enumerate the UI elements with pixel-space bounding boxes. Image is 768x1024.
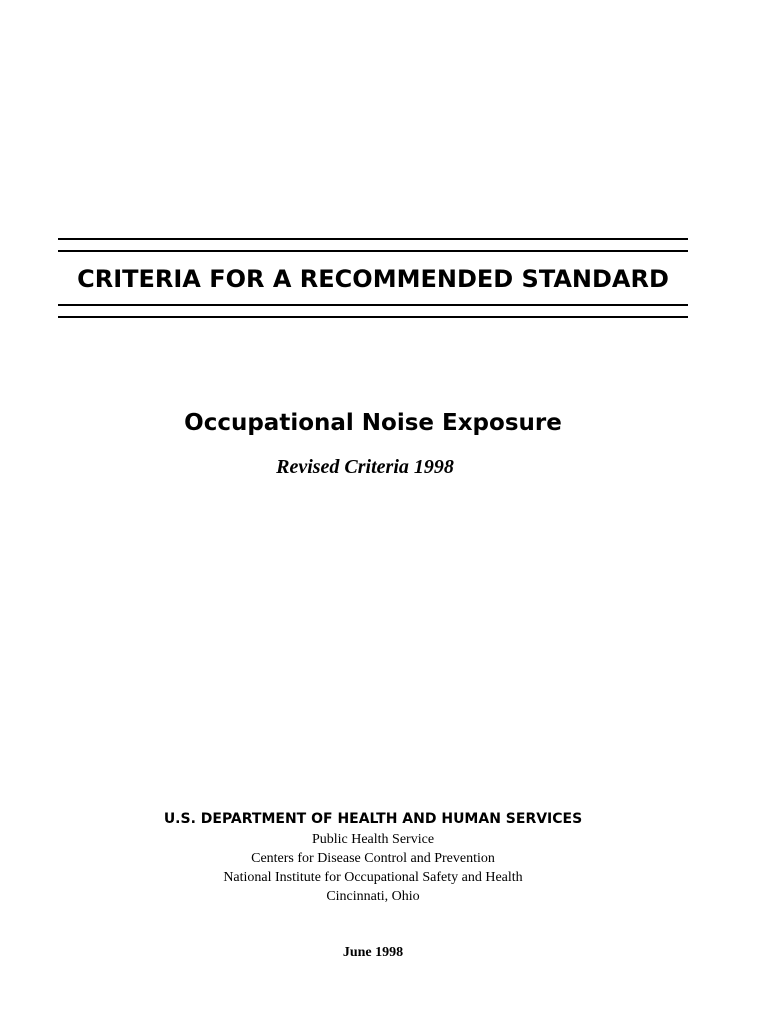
publisher-location: Cincinnati, Ohio [326, 889, 420, 904]
document-title: Occupational Noise Exposure [184, 410, 562, 436]
series-title: CRITERIA FOR A RECOMMENDED STANDARD [77, 265, 669, 293]
bottom-rule-outer [58, 316, 688, 318]
publisher-block [0, 808, 746, 906]
department-name: U.S. DEPARTMENT OF HEALTH AND HUMAN SERVICES [163, 811, 583, 827]
bottom-rule-inner [58, 304, 688, 306]
publication-date: June 1998 [342, 945, 404, 960]
top-rule-outer [58, 238, 688, 240]
institute-name: National Institute for Occupational Safety and Health [223, 870, 523, 885]
document-subtitle: Revised Criteria 1998 [276, 456, 454, 478]
service-name: Public Health Service [311, 832, 435, 847]
top-rule-inner [58, 250, 688, 252]
centers-name: Centers for Disease Control and Prevention [251, 851, 495, 866]
